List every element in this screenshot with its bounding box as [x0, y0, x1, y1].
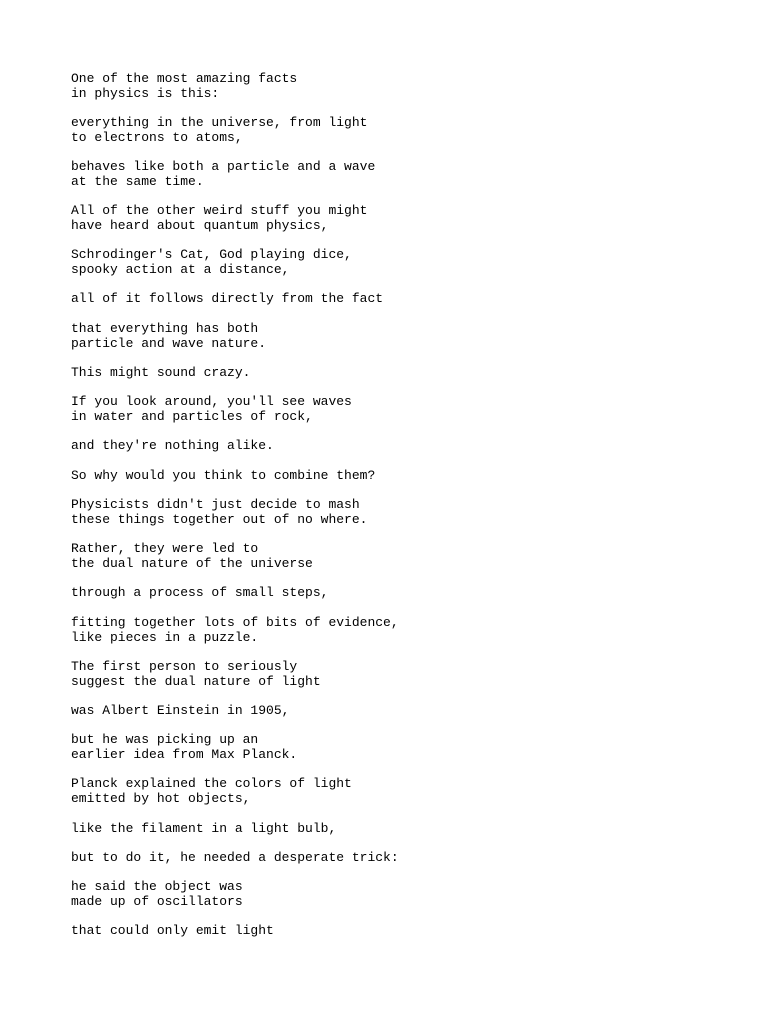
text-line: The first person to seriously	[71, 658, 298, 674]
text-line: have heard about quantum physics,	[71, 217, 329, 233]
stanza	[71, 777, 711, 806]
stanza	[71, 322, 711, 351]
text-line: Planck explained the colors of light	[71, 776, 352, 792]
text-line: Rather, they were led to	[71, 541, 259, 557]
text-line: suggest the dual nature of light	[71, 673, 321, 689]
stanza	[71, 469, 711, 484]
text-line: Schrodinger's Cat, God playing dice,	[71, 247, 352, 263]
stanza	[71, 248, 711, 277]
stanza	[71, 616, 711, 645]
text-line: This might sound crazy.	[71, 364, 251, 380]
text-line: like the filament in a light bulb,	[71, 820, 337, 836]
text-line: like pieces in a puzzle.	[71, 629, 259, 645]
text-line: behaves like both a particle and a wave	[71, 159, 376, 175]
stanza	[71, 366, 711, 381]
transcript-page	[71, 72, 711, 954]
stanza	[71, 439, 711, 454]
text-line: particle and wave nature.	[71, 335, 267, 351]
text-line: but to do it, he needed a desperate trick:	[71, 849, 399, 865]
stanza	[71, 880, 711, 909]
stanza	[71, 542, 711, 571]
text-line: these things together out of no where.	[71, 511, 368, 527]
stanza	[71, 498, 711, 527]
text-line: was Albert Einstein in 1905,	[71, 702, 290, 718]
text-line: earlier idea from Max Planck.	[71, 747, 298, 763]
stanza	[71, 395, 711, 424]
stanza	[71, 292, 711, 307]
text-line: So why would you think to combine them?	[71, 467, 376, 483]
text-line: in physics is this:	[71, 85, 220, 101]
text-line: and they're nothing alike.	[71, 438, 274, 454]
stanza	[71, 72, 711, 101]
stanza	[71, 160, 711, 189]
text-line: in water and particles of rock,	[71, 409, 313, 425]
stanza	[71, 851, 711, 866]
text-line: but he was picking up an	[71, 732, 259, 748]
text-line: at the same time.	[71, 173, 204, 189]
text-line: to electrons to atoms,	[71, 129, 243, 145]
text-line: all of it follows directly from the fact	[71, 291, 384, 307]
text-line: he said the object was	[71, 879, 243, 895]
stanza	[71, 204, 711, 233]
text-line: that could only emit light	[71, 923, 274, 939]
text-line: that everything has both	[71, 320, 259, 336]
stanza	[71, 660, 711, 689]
text-line: made up of oscillators	[71, 894, 243, 910]
text-line: fitting together lots of bits of evidence,	[71, 614, 399, 630]
stanza	[71, 822, 711, 837]
stanza	[71, 704, 711, 719]
stanza	[71, 924, 711, 939]
text-line: Physicists didn't just decide to mash	[71, 497, 360, 513]
text-line: spooky action at a distance,	[71, 262, 290, 278]
text-line: through a process of small steps,	[71, 585, 329, 601]
text-line: One of the most amazing facts	[71, 71, 298, 86]
text-line: If you look around, you'll see waves	[71, 394, 352, 410]
text-line: emitted by hot objects,	[71, 791, 251, 807]
text-line: the dual nature of the universe	[71, 556, 313, 572]
text-line: everything in the universe, from light	[71, 115, 368, 131]
stanza	[71, 733, 711, 762]
stanza	[71, 116, 711, 145]
stanza	[71, 586, 711, 601]
text-line: All of the other weird stuff you might	[71, 203, 368, 219]
